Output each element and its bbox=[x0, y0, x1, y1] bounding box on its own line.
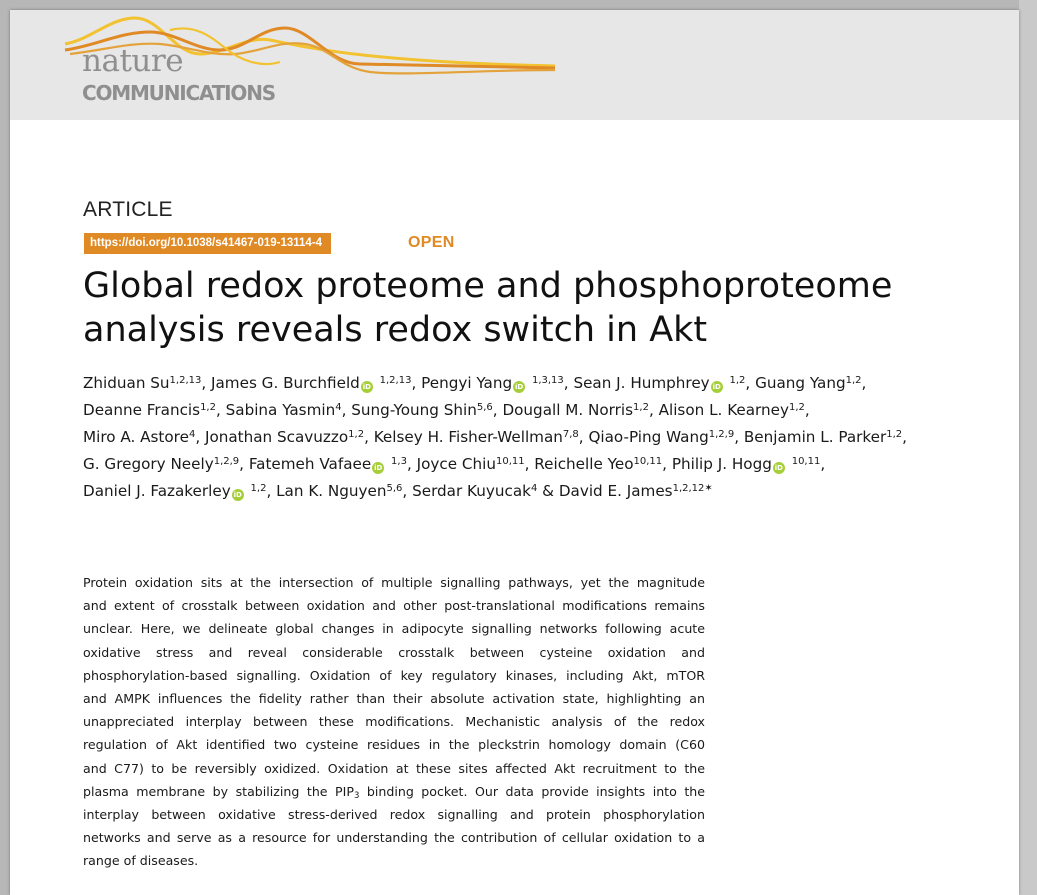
affiliation-superscript[interactable]: 1,2,9 bbox=[213, 456, 240, 467]
affiliation-superscript[interactable]: 1,2 bbox=[348, 429, 365, 440]
abstract-line bbox=[83, 780, 705, 803]
open-access-label: OPEN bbox=[408, 234, 455, 251]
author-name[interactable]: Jonathan Scavuzzo bbox=[204, 428, 349, 446]
author-separator: , bbox=[578, 428, 589, 446]
affiliation-superscript[interactable]: 1,2 bbox=[845, 375, 862, 386]
affiliation-superscript[interactable]: 4 bbox=[188, 429, 196, 440]
author-separator: , bbox=[411, 374, 422, 392]
article-title bbox=[83, 264, 983, 352]
orcid-icon[interactable]: iD bbox=[362, 383, 371, 391]
author-name[interactable]: Qiao-Ping Wang bbox=[588, 428, 709, 446]
abstract-line bbox=[83, 571, 705, 594]
viewer-scrollbar-area[interactable] bbox=[1019, 0, 1037, 895]
author-name[interactable]: Alison L. Kearney bbox=[658, 401, 789, 419]
abstract-text: oxidative stress and reveal considerable crosstalk between cysteine oxidation and bbox=[83, 644, 705, 660]
subscript: 3 bbox=[353, 790, 360, 801]
abstract-line bbox=[83, 803, 705, 826]
author-separator: , bbox=[364, 428, 374, 446]
affiliation-superscript[interactable]: 1,2,13 bbox=[379, 375, 412, 386]
orcid-icon[interactable]: iD bbox=[233, 491, 242, 499]
author-separator: , bbox=[524, 455, 535, 473]
author-name[interactable]: Guang Yang bbox=[755, 374, 846, 392]
abstract-text: plasma membrane by stabilizing the PIP bbox=[83, 783, 354, 799]
author-separator: , bbox=[239, 455, 249, 473]
author-separator: , bbox=[745, 374, 756, 392]
author-name[interactable]: James G. Burchfield bbox=[211, 374, 360, 392]
author-separator: , bbox=[402, 482, 413, 500]
affiliation-superscript[interactable]: 1,2 bbox=[250, 483, 267, 494]
journal-masthead bbox=[10, 10, 1019, 120]
affiliation-superscript[interactable]: 5,6 bbox=[386, 483, 403, 494]
abstract-line bbox=[83, 826, 705, 849]
author-separator: , bbox=[734, 428, 744, 446]
corresponding-author-mark: ✶ bbox=[704, 483, 713, 494]
author-name[interactable]: Serdar Kuyucak bbox=[412, 482, 531, 500]
author-separator: , bbox=[648, 401, 659, 419]
abstract-line bbox=[83, 641, 705, 664]
author-name[interactable]: Deanne Francis bbox=[83, 401, 201, 419]
abstract-text: networks and serve as a resource for understanding the contribution of cellular oxidation to a bbox=[83, 830, 705, 846]
abstract bbox=[83, 571, 705, 873]
abstract-text: and AMPK influences the fidelity rather than their absolute activation state, highlighting an bbox=[83, 691, 705, 707]
orcid-icon[interactable]: iD bbox=[774, 464, 783, 472]
author-list bbox=[83, 370, 988, 505]
abstract-line bbox=[83, 733, 705, 756]
affiliation-superscript[interactable]: 10,11 bbox=[495, 456, 525, 467]
author-name[interactable]: Sung-Young Shin bbox=[351, 401, 477, 419]
author-name[interactable]: Dougall M. Norris bbox=[502, 401, 634, 419]
author-separator: , bbox=[492, 401, 503, 419]
author-separator: , bbox=[820, 455, 826, 473]
author-separator: , bbox=[406, 455, 417, 473]
author-name[interactable]: Joyce Chiu bbox=[416, 455, 496, 473]
author-name[interactable]: Reichelle Yeo bbox=[534, 455, 634, 473]
author-separator: , bbox=[195, 428, 205, 446]
author-line bbox=[83, 370, 988, 397]
affiliation-superscript[interactable]: 1,2 bbox=[789, 402, 805, 413]
abstract-text: Protein oxidation sits at the intersection of multiple signalling pathways, yet the magnitude bbox=[83, 575, 705, 590]
abstract-text: regulation of Akt identified two cysteine residues in the pleckstrin homology domain (C60 bbox=[83, 737, 705, 753]
author-name[interactable]: Sabina Yasmin bbox=[225, 401, 336, 419]
author-line bbox=[83, 397, 988, 424]
affiliation-superscript[interactable]: 5,6 bbox=[476, 402, 493, 413]
author-separator: , bbox=[341, 401, 352, 419]
affiliation-superscript[interactable]: 1,2 bbox=[200, 402, 216, 413]
author-name[interactable]: Sean J. Humphrey bbox=[573, 374, 710, 392]
title-line: analysis reveals redox switch in Akt bbox=[83, 310, 708, 350]
abstract-text: interplay between oxidative stress-derived redox signalling and protein phosphorylation bbox=[83, 807, 705, 823]
author-name[interactable]: Philip J. Hogg bbox=[671, 455, 772, 473]
author-name[interactable]: David E. James bbox=[558, 482, 673, 500]
abstract-line bbox=[83, 617, 705, 640]
author-separator: , bbox=[266, 482, 277, 500]
author-name[interactable]: Zhiduan Su bbox=[83, 374, 170, 392]
author-separator: , bbox=[215, 401, 226, 419]
affiliation-superscript[interactable]: 10,11 bbox=[791, 456, 821, 467]
title-line: Global redox proteome and phosphoproteome bbox=[83, 266, 893, 306]
author-line bbox=[83, 424, 988, 451]
abstract-text: and extent of crosstalk between oxidation and other post-translational modifications remains bbox=[83, 598, 705, 614]
author-separator: , bbox=[563, 374, 574, 392]
affiliation-superscript[interactable]: 7,8 bbox=[562, 429, 579, 440]
abstract-line bbox=[83, 849, 705, 872]
abstract-text: range of diseases. bbox=[83, 853, 199, 869]
author-name[interactable]: Benjamin L. Parker bbox=[743, 428, 887, 446]
affiliation-superscript[interactable]: 10,11 bbox=[633, 456, 663, 467]
abstract-text: phosphorylation-based signalling. Oxidation of key regulatory kinases, including Akt, mTOR bbox=[83, 667, 705, 683]
orcid-icon[interactable]: iD bbox=[515, 383, 524, 391]
viewer-top-margin bbox=[0, 0, 1037, 10]
author-name[interactable]: G. Gregory Neely bbox=[83, 455, 214, 473]
abstract-text: and C77) to be reversibly oxidized. Oxidation at these sites affected Akt recruitment to the bbox=[83, 760, 705, 776]
abstract-line bbox=[83, 757, 705, 780]
pdf-page bbox=[10, 10, 1019, 895]
journal-logo-communications: COMMUNICATIONS bbox=[82, 81, 275, 105]
author-separator: , bbox=[201, 374, 212, 392]
orcid-icon[interactable]: iD bbox=[712, 383, 721, 391]
affiliation-superscript[interactable]: 4 bbox=[530, 483, 538, 494]
author-separator: , bbox=[861, 374, 867, 392]
author-separator: , bbox=[902, 428, 907, 446]
affiliation-superscript[interactable]: 1,3 bbox=[391, 456, 407, 467]
author-name[interactable]: Pengyi Yang bbox=[421, 374, 513, 392]
author-name[interactable]: Daniel J. Fazakerley bbox=[83, 482, 231, 500]
doi-link[interactable]: https://doi.org/10.1038/s41467-019-13114-4 bbox=[84, 233, 331, 254]
abstract-line bbox=[83, 594, 705, 617]
affiliation-superscript[interactable]: 1,2 bbox=[886, 429, 903, 440]
affiliation-superscript[interactable]: 1,2 bbox=[633, 402, 649, 413]
affiliation-superscript[interactable]: 1,2,13 bbox=[169, 375, 202, 386]
affiliation-superscript[interactable]: 1,2,9 bbox=[708, 429, 735, 440]
author-separator: , bbox=[662, 455, 672, 473]
author-name[interactable]: Lan K. Nguyen bbox=[276, 482, 387, 500]
author-line bbox=[83, 478, 988, 505]
abstract-text: binding pocket. Our data provide insights into the bbox=[359, 783, 705, 799]
author-name[interactable]: Kelsey H. Fisher-Wellman bbox=[373, 428, 563, 446]
orcid-icon[interactable]: iD bbox=[374, 464, 383, 472]
author-separator: & bbox=[537, 482, 559, 500]
affiliation-superscript[interactable]: 1,2 bbox=[729, 375, 746, 386]
abstract-text: unclear. Here, we delineate global changes in adipocyte signalling networks following acute bbox=[83, 621, 705, 637]
abstract-line bbox=[83, 664, 705, 687]
affiliation-superscript[interactable]: 4 bbox=[335, 402, 342, 413]
affiliation-superscript[interactable]: 1,2,12 bbox=[672, 483, 705, 494]
affiliation-superscript[interactable]: 1,3,13 bbox=[531, 375, 564, 386]
abstract-text: unappreciated interplay between these modifications. Mechanistic analysis of the redox bbox=[83, 714, 705, 730]
author-line bbox=[83, 451, 988, 478]
author-separator: , bbox=[804, 401, 810, 419]
journal-logo-nature: nature bbox=[82, 43, 184, 79]
abstract-line bbox=[83, 710, 705, 733]
article-type-label: ARTICLE bbox=[83, 198, 173, 221]
author-name[interactable]: Fatemeh Vafaee bbox=[248, 455, 372, 473]
abstract-line bbox=[83, 687, 705, 710]
author-name[interactable]: Miro A. Astore bbox=[83, 428, 189, 446]
